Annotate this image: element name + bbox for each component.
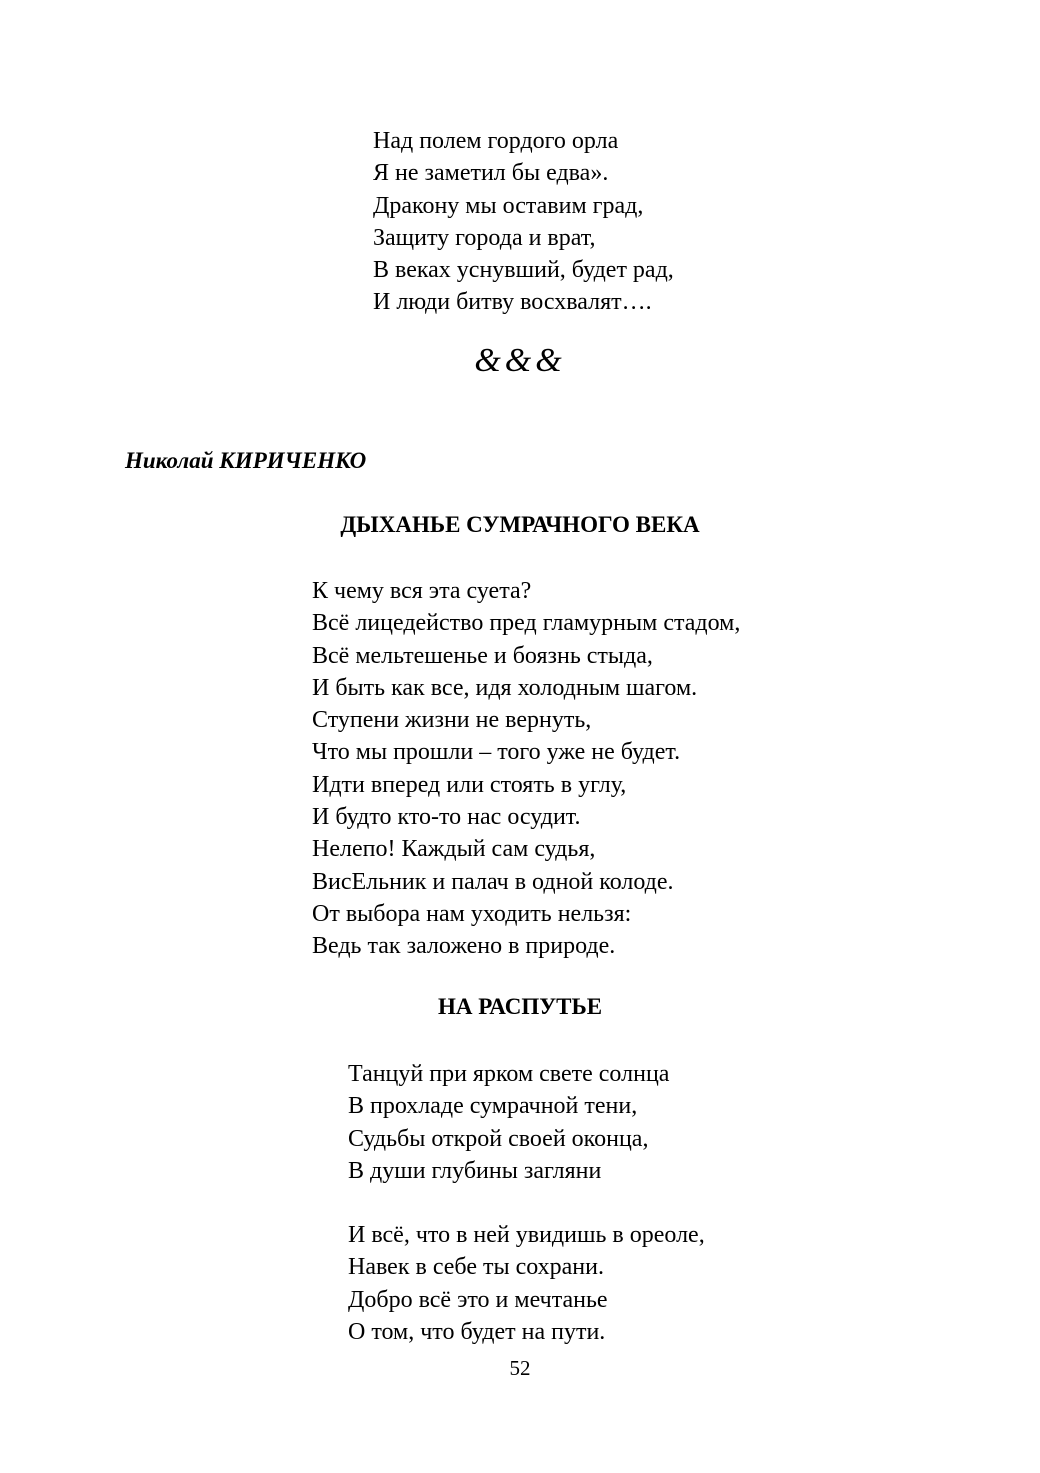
poem-line: К чему вся эта суета? (312, 578, 532, 604)
poem-title: НА РАСПУТЬЕ (437, 994, 603, 1019)
poem-line: Ведь так заложено в природе. (312, 933, 616, 960)
poem-line: ВисЕльник и палач в одной колоде. (312, 868, 674, 895)
poem-line: Танцуй при ярком свете солнца (348, 1061, 670, 1087)
poem-title: ДЫХАНЬЕ СУМРАЧНОГО ВЕКА (340, 512, 700, 537)
poem-line: И быть как все, идя холодным шагом. (312, 674, 698, 701)
poem-line: Я не заметил бы едва». (373, 160, 609, 187)
poem-line: Всё мельтешенье и боязнь стыда, (312, 642, 653, 669)
page-number: 52 (509, 1356, 531, 1380)
poem-breath-body (312, 575, 740, 963)
poem-line: Судьбы открой своей оконца, (348, 1125, 649, 1152)
poem-line: И будто кто-то нас осудит. (312, 804, 581, 831)
poem-line: Защиту города и врат, (373, 224, 596, 251)
poem-line: И люди битву восхвалят…. (373, 289, 652, 316)
poem-line: Что мы прошли – того уже не будет. (312, 739, 681, 766)
poem-line: От выбора нам уходить нельзя: (312, 900, 632, 927)
section-divider-ornament: &&& (474, 342, 566, 379)
poem-line: В веках уснувший, будет рад, (373, 257, 674, 284)
poem-continuation (373, 125, 674, 319)
poem-crossroads-stanza-2 (348, 1219, 705, 1348)
poem-line: Всё лицедейство пред гламурным стадом, (312, 610, 741, 637)
poem-line: В души глубины загляни (348, 1157, 602, 1184)
poem-line: Навек в себе ты сохрани. (348, 1254, 604, 1281)
poem-line: О том, что будет на пути. (348, 1318, 606, 1345)
poem-line: И всё, что в ней увидишь в ореоле, (348, 1222, 705, 1248)
poem-line: Над полем гордого орла (373, 128, 619, 154)
poem-line: Ступени жизни не вернуть, (312, 707, 592, 734)
poem-line: Дракону мы оставим град, (373, 192, 644, 219)
poem-line: В прохладе сумрачной тени, (348, 1093, 638, 1120)
poem-line: Нелепо! Каждый сам судья, (312, 836, 596, 863)
poem-crossroads-stanza-1 (348, 1058, 669, 1187)
author-name: Николай КИРИЧЕНКО (125, 448, 367, 473)
poem-line: Добро всё это и мечтанье (348, 1286, 608, 1313)
poem-line: Идти вперед или стоять в углу, (312, 771, 627, 798)
